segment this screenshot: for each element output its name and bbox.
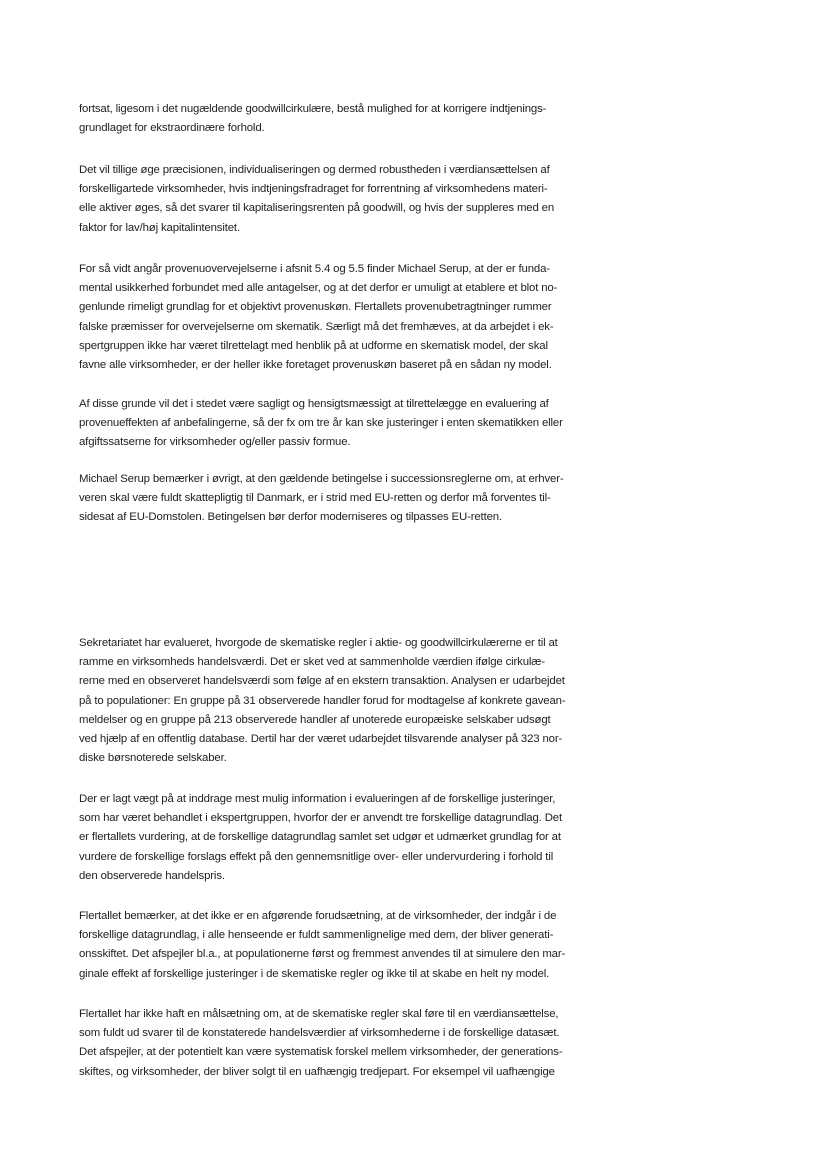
text-line: som har været behandlet i ekspertgruppen, hvorfor der er anvendt tre forskellige datagrundlag. Det xyxy=(79,812,562,825)
text-line: rerne med en observeret handelsværdi som følge af en ekstern transaktion. Analysen er udarbejdet xyxy=(79,675,565,688)
text-line: Sekretariatet har evalueret, hvorgode de skematiske regler i aktie- og goodwillcirkulærerne er til at xyxy=(79,637,558,649)
text-line: veren skal være fuldt skattepligtig til Danmark, er i strid med EU-retten og derfor må forventes til- xyxy=(79,492,551,505)
text-line: ginale effekt af forskellige justeringer i de skematiske regler og ikke til at skabe en helt ny model. xyxy=(79,967,550,980)
text-line: Flertallet har ikke haft en målsætning om, at de skematiske regler skal føre til en værdiansættelse, xyxy=(79,1008,559,1020)
text-line: vurdere de forskellige forslags effekt på den gennemsnitlige over- eller undervurdering i forhold til xyxy=(79,850,554,863)
paragraph xyxy=(79,907,749,984)
text-line: ved hjælp af en offentlig database. Dertil har der været udarbejdet tilsvarende analyser på 323 nor- xyxy=(79,733,563,746)
text-line: afgiftssatserne for virksomheder og/eller passiv formue. xyxy=(79,436,351,449)
paragraph xyxy=(79,470,749,528)
text-line: Det vil tillige øge præcisionen, individualiseringen og dermed robustheden i værdiansættelsen af xyxy=(79,164,550,176)
text-line: forskelligartede virksomheder, hvis indtjeningsfradraget for forrentning af virksomhedens materi- xyxy=(79,183,548,196)
text-line: spertgruppen ikke har været tilrettelagt med henblik på at udforme en skematisk model, der skal xyxy=(79,339,548,352)
text-line: ramme en virksomheds handelsværdi. Det er sket ved at sammenholde værdien ifølge cirkulæ- xyxy=(79,656,545,669)
text-line: grundlaget for ekstraordinære forhold. xyxy=(79,122,265,135)
text-line: faktor for lav/høj kapitalintensitet. xyxy=(79,221,240,234)
paragraph xyxy=(79,634,749,768)
text-line: favne alle virksomheder, er der heller ikke foretaget provenuskøn baseret på en sådan ny model. xyxy=(79,359,552,372)
text-line: Det afspejler, at der potentielt kan være systematisk forskel mellem virksomheder, der generations- xyxy=(79,1046,563,1059)
text-line: meldelser og en gruppe på 213 observerede handler af unoterede europæiske selskaber udsøgt xyxy=(79,713,551,726)
text-line: på to populationer: En gruppe på 31 observerede handler forud for modtagelse af konkrete gavean- xyxy=(79,694,566,707)
text-line: den observerede handelspris. xyxy=(79,869,225,882)
text-line: fortsat, ligesom i det nugældende goodwillcirkulære, bestå mulighed for at korrigere indtjenings- xyxy=(79,103,547,115)
text-line: provenueffekten af anbefalingerne, så der fx om tre år kan ske justeringer i enten skematikken eller xyxy=(79,417,563,430)
text-line: falske præmisser for overvejelserne om skematik. Særligt må det fremhæves, at da arbejdet i ek- xyxy=(79,320,554,333)
text-line: er flertallets vurdering, at de forskellige datagrundlag samlet set udgør et udmærket grundlag for at xyxy=(79,831,561,844)
text-line: Der er lagt vægt på at inddrage mest mulig information i evalueringen af de forskellige justeringer, xyxy=(79,793,556,805)
text-line: genlunde rimeligt grundlag for et objektivt provenuskøn. Flertallets provenubetragtninger rummer xyxy=(79,301,552,314)
paragraph xyxy=(79,161,749,238)
text-line: onsskiftet. Det afspejler bl.a., at populationerne først og fremmest anvendes til at simulere den mar- xyxy=(79,948,566,961)
text-line: mental usikkerhed forbundet med alle antagelser, og at det derfor er umuligt at etablere et blot no- xyxy=(79,282,558,295)
paragraph xyxy=(79,100,749,138)
paragraph xyxy=(79,790,749,886)
paragraph xyxy=(79,260,749,375)
text-line: skiftes, og virksomheder, der bliver solgt til en uafhængig tredjepart. For eksempel vil uafhængige xyxy=(79,1065,555,1078)
paragraph xyxy=(79,395,749,453)
text-line: Flertallet bemærker, at det ikke er en afgørende forudsætning, at de virksomheder, der indgår i de xyxy=(79,910,557,922)
text-line: som fuldt ud svarer til de konstaterede handelsværdier af virksomhederne i de forskellige datasæt. xyxy=(79,1027,560,1040)
text-line: diske børsnoterede selskaber. xyxy=(79,752,227,765)
paragraph xyxy=(79,1005,749,1082)
text-line: Michael Serup bemærker i øvrigt, at den gældende betingelse i successionsreglerne om, at erhver- xyxy=(79,473,564,485)
text-line: sidesat af EU-Domstolen. Betingelsen bør derfor moderniseres og tilpasses EU-retten. xyxy=(79,511,502,524)
text-line: forskellige datagrundlag, i alle henseende er fuldt sammenlignelige med dem, der bliver generati- xyxy=(79,929,554,942)
text-line: elle aktiver øges, så det svarer til kapitaliseringsrenten på goodwill, og hvis der suppleres med en xyxy=(79,202,555,215)
text-line: Af disse grunde vil det i stedet være sagligt og hensigtsmæssigt at tilrettelægge en evaluering af xyxy=(79,398,549,410)
text-line: For så vidt angår provenuovervejelserne i afsnit 5.4 og 5.5 finder Michael Serup, at der er funda- xyxy=(79,263,550,275)
